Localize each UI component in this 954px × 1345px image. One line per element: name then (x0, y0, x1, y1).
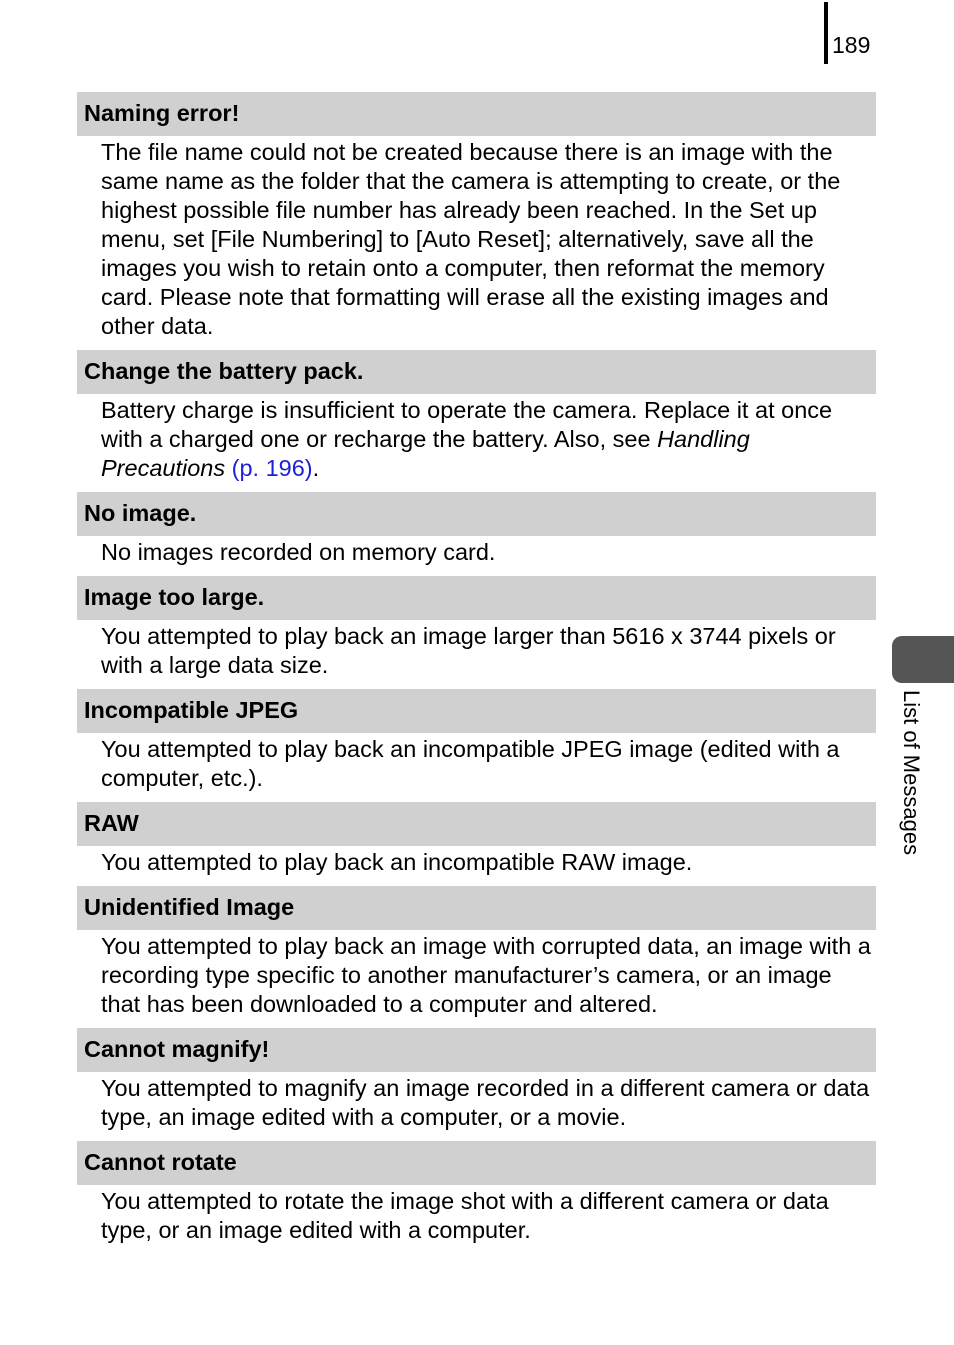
message-description: No images recorded on memory card. (101, 539, 496, 565)
message-description: The file name could not be created because there is an image with the same name as the folder that the camera is attempting to create, or the highest possible file number has already been reached. In the Set up menu, set [File Numbering] to [Auto Reset]; alternatively, save all the images you wish to retain onto a computer, then reformat the memory card. Please note that formatting will erase all the existing images and other data. (101, 139, 841, 339)
message-entry-incompatible-jpeg (77, 689, 876, 802)
description-text: Battery charge is insufficient to operate the camera. Replace it at once with a charged one or recharge the battery. Also, see (101, 397, 833, 452)
message-title: Cannot rotate (77, 1141, 876, 1185)
page-number: 189 (832, 32, 871, 58)
description-end: . (312, 455, 320, 481)
message-description: You attempted to magnify an image recorded in a different camera or data type, an image edited with a computer, or a movie. (101, 1075, 870, 1130)
message-entry-change-battery (77, 350, 876, 492)
message-entry-unidentified-image (77, 886, 876, 1028)
message-entry-raw (77, 802, 876, 886)
message-entry-image-too-large (77, 576, 876, 689)
message-description (77, 394, 876, 492)
description-reference-title: Handling Precautions (101, 426, 750, 481)
message-title: No image. (77, 492, 876, 536)
message-list (77, 92, 876, 1254)
message-title: Naming error! (77, 92, 876, 136)
message-title: RAW (77, 802, 876, 846)
message-title: Unidentified Image (77, 886, 876, 930)
chapter-label: List of Messages (899, 690, 924, 856)
message-title: Cannot magnify! (77, 1028, 876, 1072)
message-entry-cannot-magnify (77, 1028, 876, 1141)
page-reference-link[interactable]: (p. 196) (231, 455, 313, 481)
message-description: You attempted to play back an incompatible JPEG image (edited with a computer, etc.). (101, 736, 840, 791)
message-description: You attempted to play back an image with corrupted data, an image with a recording type specific to another manufacturer’s camera, or an image that has been downloaded to a computer and altered. (101, 933, 871, 1017)
page-number-rule (824, 2, 828, 64)
message-entry-no-image (77, 492, 876, 576)
message-description: You attempted to play back an incompatible RAW image. (101, 849, 693, 875)
message-title: Incompatible JPEG (77, 689, 876, 733)
chapter-tab (892, 636, 954, 683)
message-entry-cannot-rotate (77, 1141, 876, 1254)
message-description: You attempted to rotate the image shot with a different camera or data type, or an image edited with a computer. (101, 1188, 829, 1243)
message-title: Image too large. (77, 576, 876, 620)
message-title: Change the battery pack. (77, 350, 876, 394)
message-entry-naming-error (77, 92, 876, 350)
message-description: You attempted to play back an image larger than 5616 x 3744 pixels or with a large data size. (101, 623, 836, 678)
